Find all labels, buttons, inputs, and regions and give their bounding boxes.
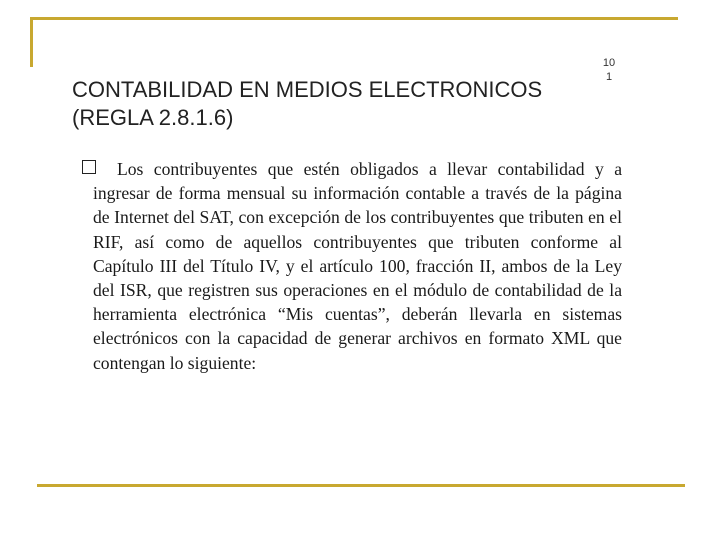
hollow-square-bullet-icon <box>82 160 96 174</box>
slide-title <box>72 76 612 132</box>
slide-number-line-2: 1 <box>605 71 613 83</box>
slide-title-line-2: (REGLA 2.8.1.6) <box>72 105 234 130</box>
slide-number-line-1: 10 <box>602 57 616 69</box>
bottom-decorative-rule <box>37 484 685 487</box>
slide-title-line-1: CONTABILIDAD EN MEDIOS ELECTRONICOS <box>72 77 543 102</box>
top-decorative-rule <box>30 17 678 20</box>
left-decorative-rule <box>30 17 33 67</box>
body-bullet-item <box>82 157 622 375</box>
body-paragraph: Los contribuyentes que estén obligados a llevar contabilidad y a ingresar de forma mensual su información contable a través de la página de Internet del SAT, con excepción de los contribuyentes que tributen en el RIF, así como de aquellos contribuyentes que tributen conforme al Capítulo III del Título IV, y el artículo 100, fracción II, ambos de la Ley del ISR, que registren sus operaciones en el módulo de contabilidad de la herramienta electrónica “Mis cuentas”, deberán llevarla en sistemas electrónicos con la capacidad de generar archivos en formato XML que contengan lo siguiente: <box>93 159 622 373</box>
